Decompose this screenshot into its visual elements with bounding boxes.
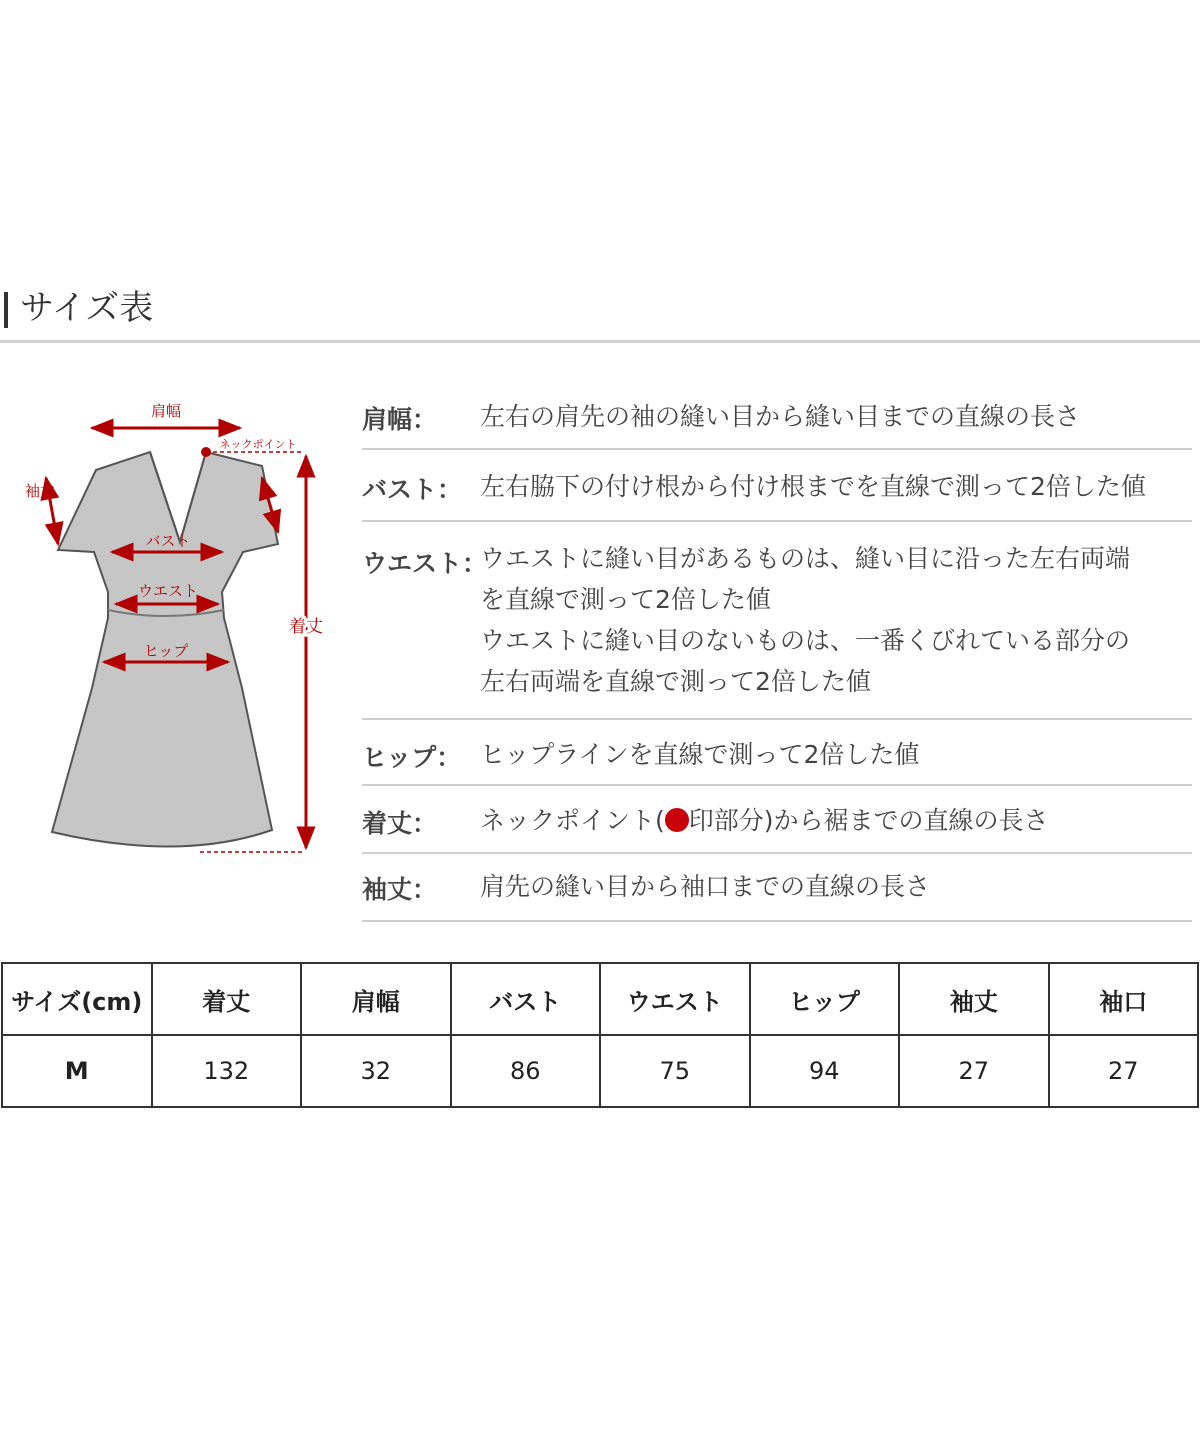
table-header-cell: バスト	[451, 963, 601, 1035]
table-header-cell: ヒップ	[750, 963, 900, 1035]
def-desc	[480, 396, 1192, 437]
label-shoulder: 肩幅	[150, 402, 182, 420]
table-cell: 132	[152, 1035, 302, 1107]
measurement-diagram	[0, 392, 340, 862]
table-cell: 27	[1049, 1035, 1199, 1107]
table-header-cell: ウエスト	[600, 963, 750, 1035]
table-row	[2, 1035, 1198, 1107]
label-waist: ウエスト	[137, 582, 199, 600]
def-term: 肩幅：	[362, 405, 438, 434]
table-header-cell: サイズ(cm)	[2, 963, 152, 1035]
def-line: 肩先の縫い目から袖口までの直線の長さ	[480, 872, 931, 901]
size-table	[1, 962, 1199, 1108]
label-length: 着丈	[289, 617, 323, 637]
label-sleeve: 袖丈	[24, 482, 56, 500]
def-desc	[480, 734, 1192, 775]
section-header	[0, 288, 1200, 344]
def-line: ヒップラインを直線で測って2倍した値	[480, 740, 920, 769]
def-term: ヒップ：	[362, 743, 462, 772]
table-header-row	[2, 963, 1198, 1035]
def-term: バスト：	[362, 475, 463, 504]
label-neck-point: ネックポイント	[219, 438, 297, 451]
dress-diagram-svg	[0, 392, 340, 862]
def-row-length	[362, 786, 1192, 854]
def-term: 着丈：	[362, 809, 438, 838]
def-line	[480, 800, 1192, 841]
def-term: ウエスト：	[362, 549, 488, 578]
def-text-post: 印部分)から裾までの直線の長さ	[688, 806, 1049, 835]
def-term: 袖丈：	[362, 875, 438, 904]
def-desc	[480, 800, 1192, 841]
def-desc	[480, 866, 1192, 907]
def-line: ウエストに縫い目があるものは、縫い目に沿った左右両端	[480, 544, 1131, 573]
label-bust: バスト	[145, 532, 191, 550]
table-cell: 32	[301, 1035, 451, 1107]
table-header-cell: 着丈	[152, 963, 302, 1035]
def-line: 左右の肩先の袖の縫い目から縫い目までの直線の長さ	[480, 402, 1081, 431]
title-divider	[0, 340, 1200, 343]
def-line: 左右脇下の付け根から付け根までを直線で測って2倍した値	[480, 472, 1146, 501]
def-line: を直線で測って2倍した値	[480, 585, 771, 614]
page-title: サイズ表	[20, 288, 154, 328]
table-header-cell: 肩幅	[301, 963, 451, 1035]
table-cell-size: M	[2, 1035, 152, 1107]
table-cell: 94	[750, 1035, 900, 1107]
def-row-waist	[362, 522, 1192, 720]
def-desc	[480, 466, 1192, 507]
table-header-cell: 袖丈	[899, 963, 1049, 1035]
table-cell: 75	[600, 1035, 750, 1107]
def-line: 左右両端を直線で測って2倍した値	[480, 667, 871, 696]
def-row-bust	[362, 450, 1192, 522]
def-row-hip	[362, 720, 1192, 786]
title-accent-bar	[4, 292, 8, 328]
table-cell: 86	[451, 1035, 601, 1107]
def-line: ウエストに縫い目のないものは、一番くびれている部分の	[480, 626, 1131, 655]
def-desc	[480, 538, 1192, 702]
def-row-shoulder	[362, 392, 1192, 450]
red-dot-icon	[665, 808, 689, 832]
def-text-pre: ネックポイント(	[480, 806, 665, 835]
table-cell: 27	[899, 1035, 1049, 1107]
table-header-cell: 袖口	[1049, 963, 1199, 1035]
label-hip: ヒップ	[143, 642, 189, 660]
def-row-sleeve	[362, 854, 1192, 922]
measurement-definitions	[362, 392, 1192, 922]
